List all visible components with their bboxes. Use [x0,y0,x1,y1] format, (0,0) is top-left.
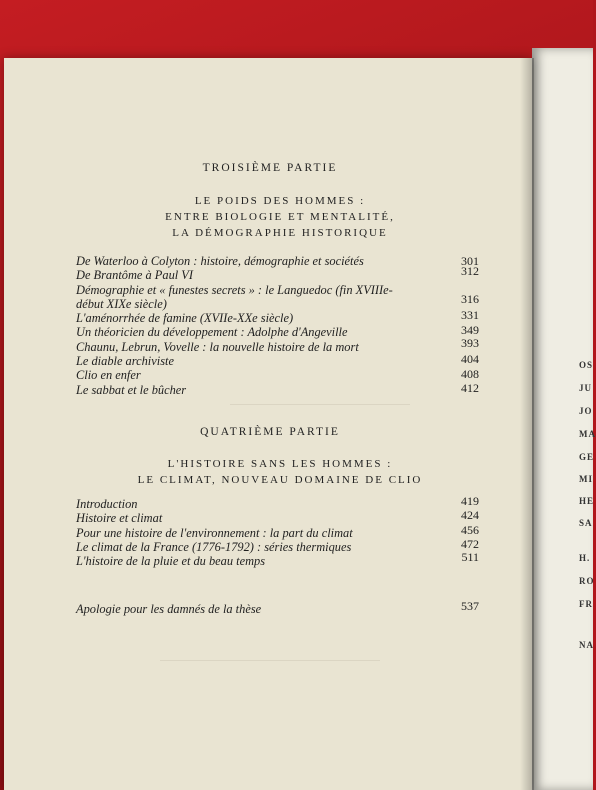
toc-entry-page: 393 [461,335,479,350]
toc-entry-page: 404 [461,352,479,367]
toc-entry-page: 511 [461,550,479,565]
right-page-fragment: MI [579,474,593,484]
show-through-line [230,404,410,411]
final-entry-block [76,599,479,616]
toc-entry-title: Le diable archiviste [76,354,174,369]
right-page-fragment: NA [579,640,594,650]
part4-heading: QUATRIÈME PARTIE [200,426,340,438]
toc-entry [76,254,479,268]
part3-title-line: LA DÉMOGRAPHIE HISTORIQUE [172,227,388,239]
right-page-fragment: H. [579,553,591,563]
toc-entry [76,494,479,511]
part3-section-title [60,193,500,241]
toc-entry-title: Le sabbat et le bûcher [76,382,187,397]
toc-entry [76,550,479,569]
toc-entry-page: 316 [461,291,479,306]
toc-entry-title: Un théoricien du développement : Adolphe d'Angeville [76,325,348,340]
toc-entry [76,354,479,368]
toc-entry-title: De Waterloo à Colyton : histoire, démographie et sociétés [76,254,364,268]
part3-title-line: ENTRE BIOLOGIE ET MENTALITÉ, [165,211,395,223]
toc-entry-title: Histoire et climat [76,511,163,526]
toc-entry-page: 456 [461,522,479,537]
part3-title-line: LE POIDS DES HOMMES : [194,195,366,207]
right-page-fragment: GE [579,452,595,462]
toc-entry-page: 331 [461,308,479,323]
toc-entry [76,283,479,312]
toc-entry [76,522,479,540]
toc-entry [76,325,479,339]
toc-entry-page: 472 [461,536,479,551]
show-through-line [160,660,380,667]
toc-entry-title: Démographie et « funestes secrets » : le Languedoc (fin XVIIIe- [76,282,393,297]
toc-entry-title: Apologie pour les damnés de la thèse [76,602,262,616]
toc-entry-title: Introduction [76,497,138,511]
toc-entry-title: L'histoire de la pluie et du beau temps [76,554,266,569]
toc-entry-page: 312 [461,264,479,279]
part4-title-line: LE CLIMAT, NOUVEAU DOMAINE DE CLIO [137,474,423,486]
toc-entry-title: Clio en enfer [76,368,141,383]
part4-title-line: L'HISTOIRE SANS LES HOMMES : [167,458,393,470]
right-page-fragment: MA [579,429,596,439]
toc-entry [76,368,479,382]
toc-entry [76,508,479,526]
toc-entry-page: 537 [461,599,479,613]
right-page-fragment: JO [579,406,593,416]
part4-section-title [60,456,500,488]
book-gutter [520,58,534,790]
right-page-fragment: RO [579,576,595,586]
toc-entry-title: Pour une histoire de l'environnement : la part du climat [76,525,353,540]
toc-entry [76,599,479,616]
toc-entry-title: L'aménorrhée de famine (XVIIe-XXe siècle) [76,311,294,326]
toc-entry [76,264,479,283]
toc-entry-page: 349 [461,323,479,338]
toc-entry-title: Le climat de la France (1776-1792) : séries thermiques [76,539,352,554]
toc-entry-title: De Brantôme à Paul VI [76,268,193,283]
part4-entries [76,494,479,569]
toc-entry-page: 408 [461,367,479,382]
right-page-fragment: OS [579,360,594,370]
toc-entry [76,308,479,326]
toc-entry-page: 424 [461,508,479,523]
right-page-fragment: FR [579,599,593,609]
toc-entry-page: 419 [461,494,479,508]
toc-entry-title-continued: début XIXe siècle) [76,296,167,311]
toc-entry-page: 412 [461,380,479,395]
right-page-fragment: HE [579,496,595,506]
right-page-fragment: JU [579,383,592,393]
right-page-fragment: SA [579,518,593,528]
toc-entry [76,380,479,397]
toc-entry-page: 301 [461,254,479,268]
part3-entries [76,254,479,397]
part3-heading: TROISIÈME PARTIE [202,162,338,174]
right-page [532,48,593,790]
toc-entry-title: Chaunu, Lebrun, Vovelle : la nouvelle histoire de la mort [76,339,359,354]
toc-entry [76,536,479,554]
toc-entry [76,335,479,354]
